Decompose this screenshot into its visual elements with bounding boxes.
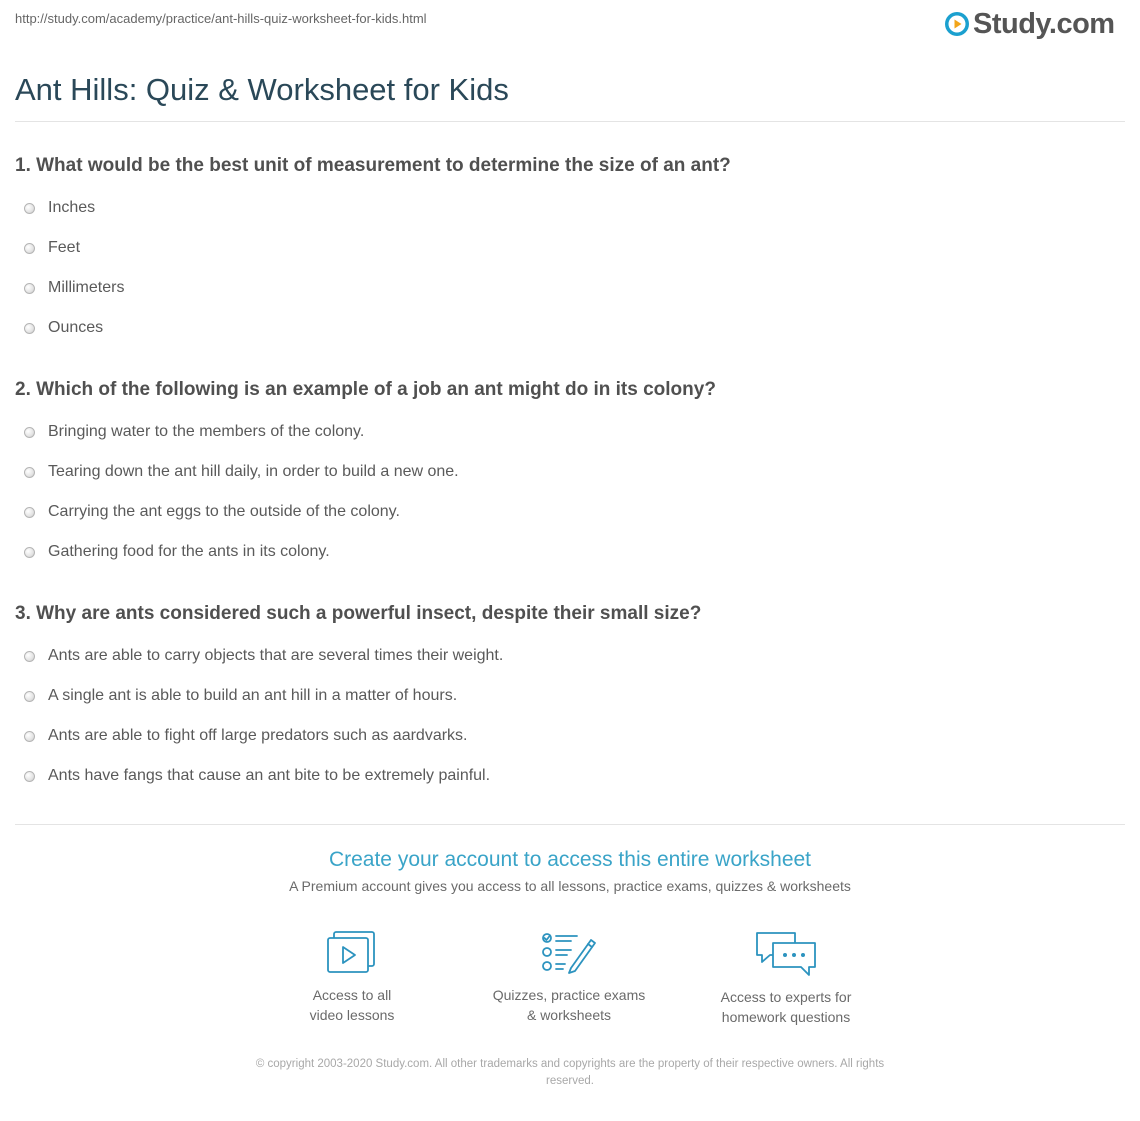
video-lessons-icon	[326, 930, 378, 976]
answer-choice[interactable]	[24, 197, 95, 219]
radio-button[interactable]	[24, 651, 35, 662]
footer-line: reserved.	[546, 1075, 594, 1087]
radio-button[interactable]	[24, 283, 35, 294]
answer-label: Millimeters	[48, 279, 125, 296]
feature-label-line: video lessons	[309, 1007, 395, 1023]
answer-label: Gathering food for the ants in its colony.	[48, 543, 330, 560]
cta-divider	[15, 824, 1125, 825]
answer-label: Ants are able to carry objects that are several times their weight.	[48, 647, 504, 664]
study-logo-play-icon	[944, 11, 970, 37]
cta-subtitle: A Premium account gives you access to all lessons, practice exams, quizzes & worksheets	[289, 878, 851, 894]
answer-choice[interactable]	[24, 541, 330, 563]
feature-label-line: Access to all	[312, 987, 392, 1003]
answer-label: Ants have fangs that cause an ant bite to be extremely painful.	[48, 767, 491, 784]
answer-choice[interactable]	[24, 501, 400, 523]
answer-choice[interactable]	[24, 685, 457, 707]
feature-experts	[696, 930, 876, 1027]
quiz-checklist-icon	[541, 930, 597, 976]
answer-choice[interactable]	[24, 645, 503, 667]
feature-label-line: homework questions	[721, 1009, 851, 1025]
answer-label: A single ant is able to build an ant hill in a matter of hours.	[48, 687, 458, 704]
question-2: 2. Which of the following is an example of a job an ant might do in its colony?	[15, 379, 716, 400]
feature-label-line: Access to experts for	[720, 989, 852, 1005]
answer-label: Bringing water to the members of the colony.	[48, 423, 365, 440]
page-url: http://study.com/academy/practice/ant-hills-quiz-worksheet-for-kids.html	[15, 11, 427, 26]
answer-label: Carrying the ant eggs to the outside of the colony.	[48, 503, 400, 520]
answer-label: Tearing down the ant hill daily, in order to build a new one.	[48, 463, 459, 480]
radio-button[interactable]	[24, 467, 35, 478]
feature-quizzes	[479, 930, 659, 1025]
answer-choice[interactable]	[24, 765, 490, 787]
chat-bubbles-icon	[754, 930, 818, 978]
radio-button[interactable]	[24, 691, 35, 702]
footer-line: © copyright 2003-2020 Study.com. All other trademarks and copyrights are the property of their respective owners. All rights	[255, 1058, 885, 1070]
answer-choice[interactable]	[24, 277, 124, 299]
answer-label: Inches	[48, 199, 96, 216]
radio-button[interactable]	[24, 243, 35, 254]
study-logo[interactable]	[944, 7, 1115, 41]
answer-choice[interactable]	[24, 725, 468, 747]
answer-choice[interactable]	[24, 317, 103, 339]
answer-choice[interactable]	[24, 461, 459, 483]
question-1: 1. What would be the best unit of measurement to determine the size of an ant?	[15, 155, 731, 176]
feature-label-line: Quizzes, practice exams	[492, 987, 646, 1003]
page-title: Ant Hills: Quiz & Worksheet for Kids	[15, 72, 509, 107]
feature-video-lessons	[262, 930, 442, 1025]
logo-text: Study.com	[973, 8, 1115, 40]
question-3: 3. Why are ants considered such a powerful insect, despite their small size?	[15, 603, 702, 624]
radio-button[interactable]	[24, 323, 35, 334]
radio-button[interactable]	[24, 731, 35, 742]
create-account-link[interactable]: Create your account to access this entire worksheet	[328, 848, 812, 871]
radio-button[interactable]	[24, 203, 35, 214]
answer-label: Ants are able to fight off large predators such as aardvarks.	[48, 727, 468, 744]
feature-label-line: & worksheets	[526, 1007, 612, 1023]
radio-button[interactable]	[24, 507, 35, 518]
answer-choice[interactable]	[24, 421, 364, 443]
answer-choice[interactable]	[24, 237, 80, 259]
radio-button[interactable]	[24, 427, 35, 438]
answer-label: Feet	[48, 239, 81, 256]
copyright-footer	[215, 1056, 925, 1090]
radio-button[interactable]	[24, 771, 35, 782]
radio-button[interactable]	[24, 547, 35, 558]
answer-label: Ounces	[48, 319, 104, 336]
title-divider	[15, 121, 1125, 122]
